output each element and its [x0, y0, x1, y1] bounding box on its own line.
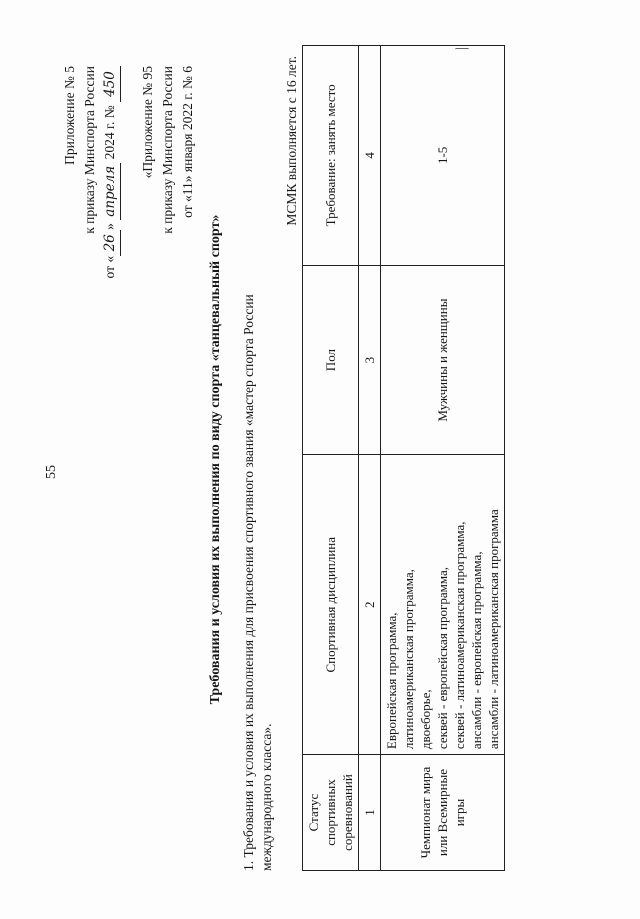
- annex-previous-order: к приказу Минспорта России: [160, 66, 175, 234]
- discipline-item: ансамбли - европейская программа,: [469, 551, 484, 750]
- handwritten-day: 26: [100, 230, 121, 256]
- discipline-item: секвей - европейская программа,: [435, 567, 450, 750]
- handwritten-month: апреля: [100, 163, 121, 220]
- discipline-item: секвей - латиноамериканская программа,: [452, 521, 467, 750]
- page-number: 55: [44, 465, 59, 479]
- document-heading: Требования и условия их выполнения по виду спорта «танцевальный спорт»: [208, 214, 223, 705]
- date-year: 2024 г. №: [102, 105, 117, 160]
- header-discipline: Спортивная дисциплина: [303, 455, 359, 755]
- annex-current-block: [60, 66, 121, 278]
- column-number: 1: [359, 755, 381, 871]
- cell-gender: Мужчины и женщины: [381, 265, 505, 455]
- discipline-item: Европейская программа,: [384, 612, 399, 750]
- age-note: МСМК выполняется с 16 лет.: [284, 56, 299, 226]
- cell-disciplines: [381, 455, 505, 755]
- handwritten-number: 450: [100, 66, 121, 102]
- header-place: Требование: занять место: [303, 46, 359, 266]
- date-mid: »: [102, 223, 117, 230]
- discipline-item: двоеборье,: [418, 689, 433, 750]
- annex-previous-block: [138, 66, 198, 234]
- column-number: 2: [359, 455, 381, 755]
- annex-current-title: Приложение № 5: [62, 66, 77, 165]
- header-gender: Пол: [303, 265, 359, 455]
- table-row: [381, 46, 505, 871]
- column-number-row: [359, 46, 381, 871]
- header-status: Статус спортивных соревнований: [303, 755, 359, 871]
- cell-status: Чемпионат мира или Всемирные игры: [381, 755, 505, 871]
- column-number: 3: [359, 265, 381, 455]
- discipline-item: ансамбли - латиноамериканская программа: [486, 509, 501, 750]
- date-prefix: от «: [102, 255, 117, 279]
- intro-paragraph: 1. Требования и условия их выполнения для присвоения спортивного звания «мастер спорта России международного класса».: [241, 294, 274, 871]
- annex-previous-date: от «11» января 2022 г. № 6: [180, 66, 195, 218]
- annex-current-date-line: [100, 66, 121, 278]
- column-number: 4: [359, 46, 381, 266]
- table-header-row: [303, 46, 359, 871]
- annex-current-order: к приказу Минспорта России: [82, 66, 97, 234]
- cell-place: 1-5: [381, 46, 505, 266]
- annex-previous-title: «Приложение № 95: [140, 66, 155, 179]
- requirements-table: [302, 45, 505, 871]
- discipline-item: латиноамериканская программа,: [401, 569, 416, 750]
